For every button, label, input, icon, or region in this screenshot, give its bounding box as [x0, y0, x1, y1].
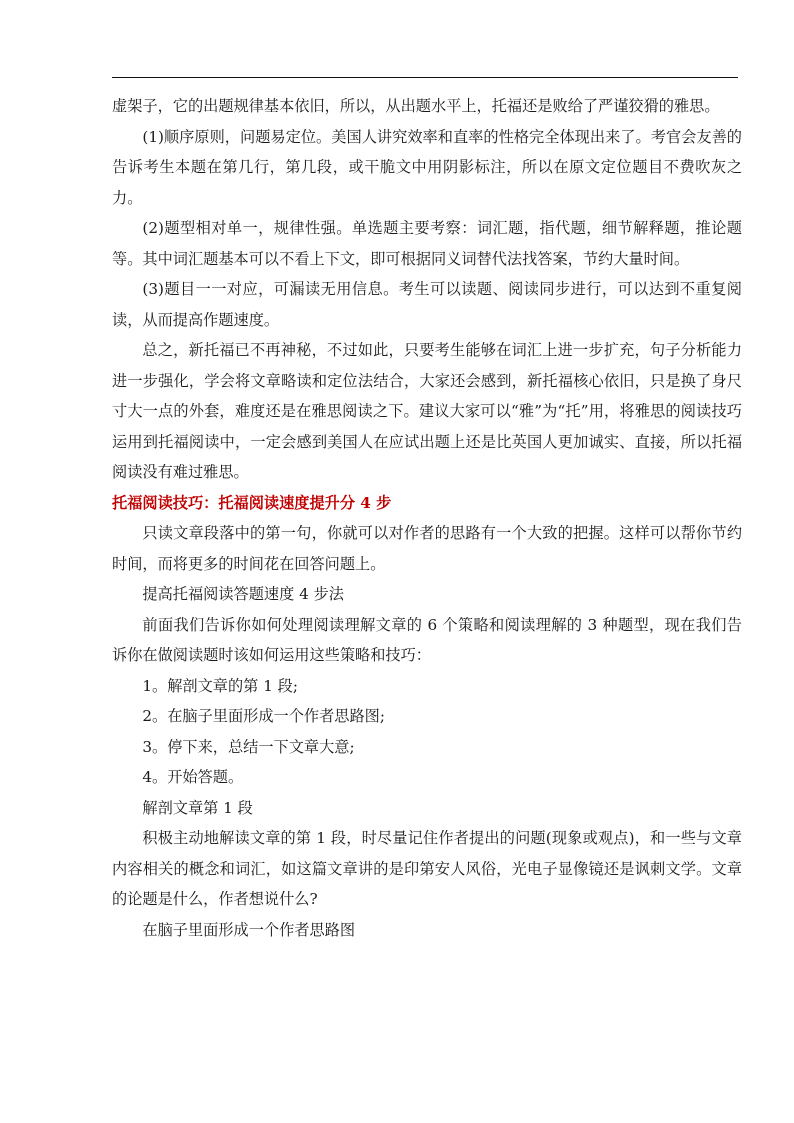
list-item-step-2: 2。在脑子里面形成一个作者思路图; [142, 707, 385, 725]
list-item-step-4: 4。开始答题。 [142, 768, 244, 786]
section-heading: 托福阅读技巧：托福阅读速度提升分 4 步 [112, 493, 392, 512]
paragraph-dissect: 积极主动地解读文章的第 1 段，时尽量记住作者提出的问题(现象或观点)，和一些与文章内容相关的概念和词汇，如这篇文章讲的是印第安人风俗，光电子显像镜还是讽刺文学。文章的论题是什么，作者想说什么? [112, 829, 742, 908]
header-rule [112, 77, 738, 78]
list-item-step-3: 3。停下来，总结一下文章大意; [142, 737, 355, 756]
paragraph-point-1: (1)顺序原则，问题易定位。美国人讲究效率和直率的性格完全体现出来了。考官会友善的告诉考生本题在第几行，第几段，或干脆文中用阴影标注，所以在原文定位题目不费吹灰之力。 [112, 127, 742, 207]
paragraph-first-sentence: 只读文章段落中的第一句，你就可以对作者的思路有一个大致的把握。这样可以帮你节约时间，而将更多的时间花在回答问题上。 [112, 524, 742, 573]
subheading-dissect-paragraph: 解剖文章第 1 段 [142, 798, 253, 817]
subheading-mind-map: 在脑子里面形成一个作者思路图 [142, 920, 356, 939]
subheading-four-steps: 提高托福阅读答题速度 4 步法 [142, 585, 344, 603]
paragraph-strategies: 前面我们告诉你如何处理阅读理解文章的 6 个策略和阅读理解的 3 种题型，现在我们告诉你在做阅读题时该如何运用这些策略和技巧： [112, 615, 742, 664]
paragraph-summary: 总之，新托福已不再神秘，不过如此，只要考生能够在词汇上进一步扩充，句子分析能力进一步强化，学会将文章略读和定位法结合，大家还会感到，新托福核心依旧，只是换了身尺寸大一点的外套，难度还是在雅思阅读之下。建议大家可以“雅”为“托”用，将雅思的阅读技巧运用到托福阅读中，一定会感到美国人在应试出题上还是比英国人更加诚实、直接，所以托福阅读没有难过雅思。 [112, 341, 742, 481]
paragraph-intro: 虚架子，它的出题规律基本依旧，所以，从出题水平上，托福还是败给了严谨狡猾的雅思。 [112, 97, 720, 115]
document-body [112, 91, 742, 945]
paragraph-point-3: (3)题目一一对应，可漏读无用信息。考生可以读题、阅读同步进行，可以达到不重复阅读，从而提高作题速度。 [112, 280, 742, 329]
list-item-step-1: 1。解剖文章的第 1 段; [142, 676, 298, 695]
paragraph-point-2: (2)题型相对单一，规律性强。单选题主要考察：词汇题，指代题，细节解释题，推论题等。其中词汇题基本可以不看上下文，即可根据同义词替代法找答案，节约大量时间。 [112, 219, 742, 268]
